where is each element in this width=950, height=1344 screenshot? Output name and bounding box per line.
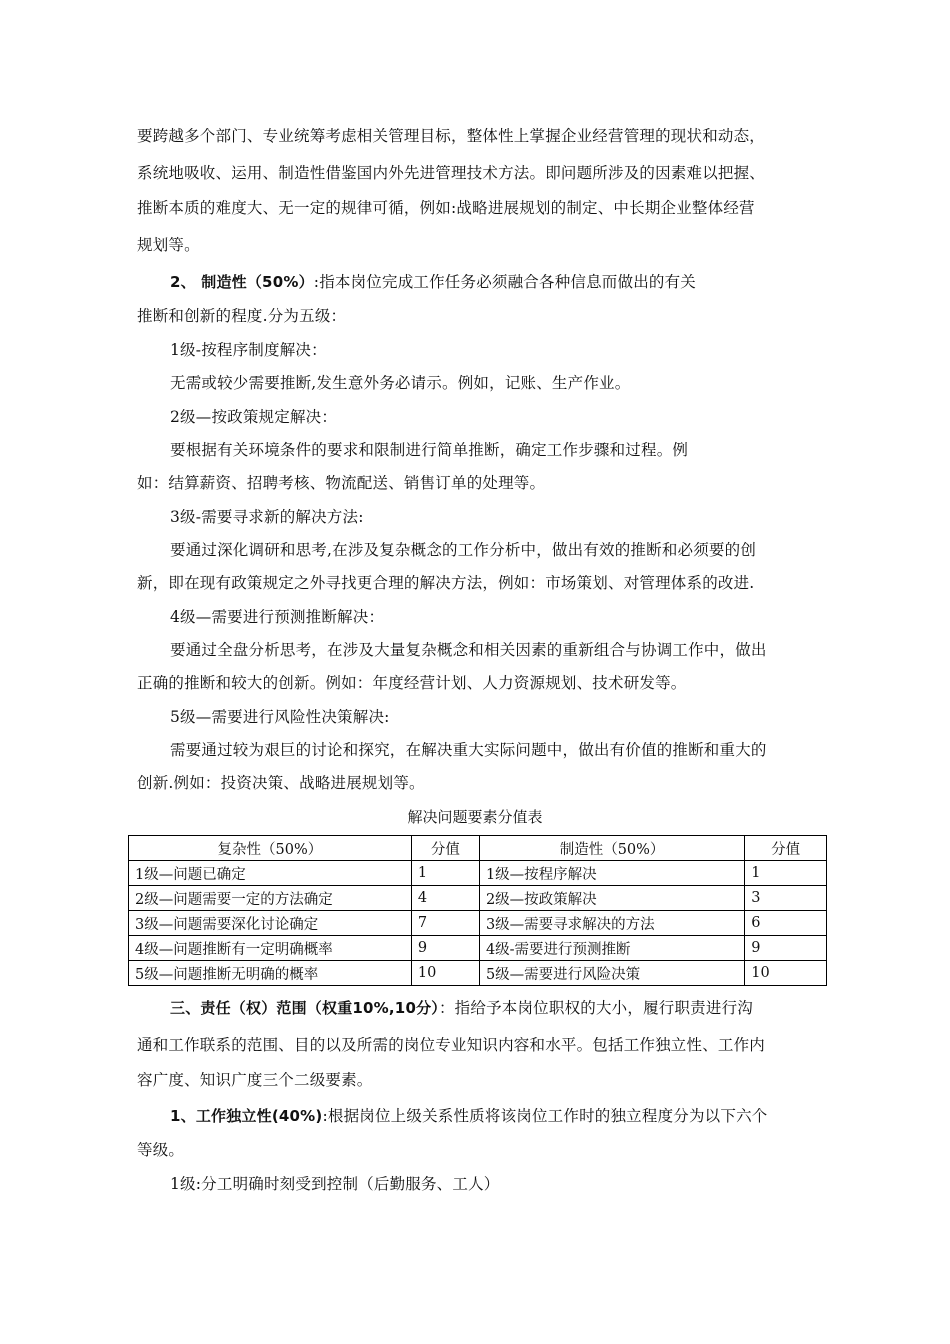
table-cell: 6 xyxy=(745,911,827,936)
column-header: 分值 xyxy=(411,836,479,861)
table-cell: 3级—问题需要深化讨论确定 xyxy=(129,911,412,936)
table-cell: 5级—需要进行风险决策 xyxy=(479,961,744,986)
table-header-row xyxy=(129,836,827,861)
table-cell: 3 xyxy=(745,886,827,911)
table-row xyxy=(129,886,827,911)
table-cell: 9 xyxy=(745,936,827,961)
column-header: 复杂性（50%） xyxy=(129,836,412,861)
text-line: 容广度、知识广度三个二级要素。 xyxy=(137,1071,373,1089)
text-line: 4级—需要进行预测推断解决： xyxy=(170,608,385,626)
table-cell: 7 xyxy=(411,911,479,936)
text-line: 系统地吸收、运用、制造性借鉴国内外先进管理技术方法。即问题所涉及的因素难以把握、 xyxy=(137,164,766,182)
table-cell: 5级—问题推断无明确的概率 xyxy=(129,961,412,986)
table-cell: 1 xyxy=(745,861,827,886)
section-heading: 2、 制造性（50%） xyxy=(170,273,314,291)
table-row xyxy=(129,936,827,961)
table-cell: 4级-需要进行预测推断 xyxy=(479,936,744,961)
text-line: 5级—需要进行风险性决策解决: xyxy=(170,708,390,726)
text-line: 1级:分工明确时刻受到控制（后勤服务、工人） xyxy=(170,1175,500,1193)
text-line: 要通过深化调研和思考,在涉及复杂概念的工作分析中，做出有效的推断和必须要的创 xyxy=(170,541,757,559)
table-cell: 4级—问题推断有一定明确概率 xyxy=(129,936,412,961)
section-heading: 三、责任（权）范围（权重10%,10分） xyxy=(170,999,439,1017)
table-cell: 10 xyxy=(745,961,827,986)
section-heading-line: 1、工作独立性(40%):根据岗位上级关系性质将该岗位工作时的独立程度分为以下六个 xyxy=(170,1107,768,1125)
column-header: 分值 xyxy=(745,836,827,861)
section-heading-line: 三、责任（权）范围（权重10%,10分）：指给予本岗位职权的大小，履行职责进行沟 xyxy=(170,999,753,1017)
text-line: 2级—按政策规定解决： xyxy=(170,408,338,426)
text-line: 要通过全盘分析思考，在涉及大量复杂概念和相关因素的重新组合与协调工作中，做出 xyxy=(170,641,767,659)
table-cell: 3级—需要寻求解决的方法 xyxy=(479,911,744,936)
table-caption: 解决问题要素分值表 xyxy=(407,808,543,826)
table-cell: 9 xyxy=(411,936,479,961)
table-cell: 10 xyxy=(411,961,479,986)
table-row xyxy=(129,911,827,936)
text-line: 推断和创新的程度.分为五级： xyxy=(137,307,347,325)
table-cell: 2级—按政策解决 xyxy=(479,886,744,911)
table-row xyxy=(129,861,827,886)
table-cell: 1 xyxy=(411,861,479,886)
table-cell: 2级—问题需要一定的方法确定 xyxy=(129,886,412,911)
text-line: 正确的推断和较大的创新。例如：年度经营计划、人力资源规划、技术研发等。 xyxy=(137,674,687,692)
text-line: 1级-按程序制度解决： xyxy=(170,341,327,359)
text-line: 创新.例如：投资决策、战略进展规划等。 xyxy=(137,774,425,792)
table-cell: 4 xyxy=(411,886,479,911)
column-header: 制造性（50%） xyxy=(479,836,744,861)
text-line: 如：结算薪资、招聘考核、物流配送、销售订单的处理等。 xyxy=(137,474,546,492)
text-line: 3级-需要寻求新的解决方法: xyxy=(170,508,364,526)
text-line: 规划等。 xyxy=(137,236,200,254)
table-cell: 1级—按程序解决 xyxy=(479,861,744,886)
text-line: 等级。 xyxy=(137,1141,185,1159)
text-line: 需要通过较为艰巨的讨论和探究，在解决重大实际问题中，做出有价值的推断和重大的 xyxy=(170,741,767,759)
section-heading: 1、工作独立性(40%) xyxy=(170,1107,323,1125)
text-line: 要根据有关环境条件的要求和限制进行简单推断，确定工作步骤和过程。例 xyxy=(170,441,689,459)
text-line: 推断本质的难度大、无一定的规律可循，例如:战略进展规划的制定、中长期企业整体经营 xyxy=(137,199,755,217)
section-heading-line: 2、 制造性（50%）:指本岗位完成工作任务必须融合各种信息而做出的有关 xyxy=(170,273,696,291)
text-line: 无需或较少需要推断,发生意外务必请示。例如，记账、生产作业。 xyxy=(170,374,631,392)
table-row xyxy=(129,961,827,986)
text-line: 新，即在现有政策规定之外寻找更合理的解决方法，例如：市场策划、对管理体系的改进. xyxy=(137,574,755,592)
table-cell: 1级—问题已确定 xyxy=(129,861,412,886)
text-line: 要跨越多个部门、专业统筹考虑相关管理目标，整体性上掌握企业经营管理的现状和动态， xyxy=(137,127,766,145)
text-line: 通和工作联系的范围、目的以及所需的岗位专业知识内容和水平。包括工作独立性、工作内 xyxy=(137,1036,766,1054)
score-table xyxy=(128,835,827,986)
